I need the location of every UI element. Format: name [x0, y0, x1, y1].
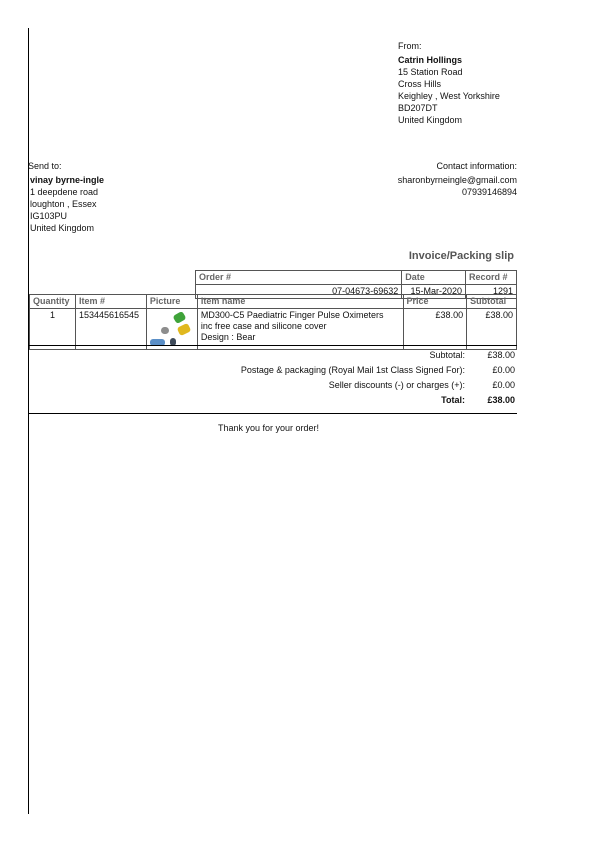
order-header-row: [196, 271, 517, 285]
recipient-address-line: loughton , Essex: [30, 199, 97, 209]
subtotal-value: £38.00: [487, 350, 515, 360]
contact-information-block: [398, 160, 517, 198]
pulse-oximeter-product-photo: [150, 310, 194, 348]
items-divider: [29, 345, 517, 346]
record-number: 1291: [466, 285, 517, 299]
thank-you-message: Thank you for your order!: [218, 423, 320, 433]
item-name-cell: [197, 309, 403, 350]
document-title: Invoice/Packing slip: [408, 250, 514, 262]
totals-divider: [29, 413, 517, 414]
item-name-line: MD300-C5 Paediatric Finger Pulse Oximeters: [200, 310, 384, 320]
contact-label: Contact information:: [436, 161, 517, 171]
yellow-oximeter-image: [177, 323, 192, 336]
items-table: [29, 294, 517, 350]
totals-block: [241, 349, 515, 409]
sender-name: Catrin Hollings: [398, 55, 463, 65]
grey-oximeter-image: [161, 327, 169, 334]
green-oximeter-image: [172, 311, 186, 324]
contact-phone: 07939146894: [461, 187, 517, 197]
sender-address-line: BD207DT: [398, 103, 438, 113]
quantity-header: Quantity: [30, 295, 76, 309]
total-row: [241, 394, 515, 409]
item-name-header: Item name: [197, 295, 403, 309]
item-quantity: 1: [30, 309, 76, 350]
total-value: £38.00: [487, 395, 515, 405]
recipient-name: vinay byrne-ingle: [30, 175, 105, 185]
item-variation: Design : Bear: [200, 332, 256, 342]
total-label: Total:: [441, 395, 465, 405]
from-label: From:: [398, 41, 422, 51]
recipient-address-line: 1 deepdene road: [30, 187, 99, 197]
subtotal-header: Subtotal: [467, 295, 517, 309]
recipient-address-line: United Kingdom: [30, 223, 95, 233]
postage-value: £0.00: [492, 365, 515, 375]
subtotal-row: [241, 349, 515, 364]
sender-address-line: Keighley , West Yorkshire: [398, 91, 500, 101]
item-name-line: inc free case and silicone cover: [200, 321, 327, 331]
item-picture-cell: [146, 309, 197, 350]
sender-address-line: United Kingdom: [398, 115, 463, 125]
order-date: 15-Mar-2020: [402, 285, 466, 299]
item-subtotal: £38.00: [467, 309, 517, 350]
sender-address-block: [398, 40, 500, 126]
items-header-row: [30, 295, 517, 309]
item-price: £38.00: [403, 309, 467, 350]
sender-address-line: 15 Station Road: [398, 67, 463, 77]
recipient-address-line: IG103PU: [30, 211, 68, 221]
item-number-header: Item #: [75, 295, 146, 309]
discounts-value: £0.00: [492, 380, 515, 390]
postage-label: Postage & packaging (Royal Mail 1st Class Signed For):: [240, 365, 465, 375]
recipient-address-block: [30, 160, 104, 234]
subtotal-label: Subtotal:: [429, 350, 465, 360]
price-header: Price: [403, 295, 467, 309]
discounts-row: [241, 379, 515, 394]
sender-address-line: Cross Hills: [398, 79, 442, 89]
postage-row: [241, 364, 515, 379]
left-margin-rule: [28, 28, 29, 814]
discounts-label: Seller discounts (-) or charges (+):: [328, 380, 465, 390]
date-header: Date: [402, 271, 466, 285]
table-row: [30, 309, 517, 350]
contact-email: sharonbyrneingle@gmail.com: [397, 175, 517, 185]
send-to-label: Send to:: [28, 161, 62, 171]
picture-header: Picture: [146, 295, 197, 309]
item-number: 153445616545: [75, 309, 146, 350]
order-number: 07-04673-69632: [196, 285, 402, 299]
order-number-header: Order #: [196, 271, 402, 285]
record-number-header: Record #: [466, 271, 517, 285]
